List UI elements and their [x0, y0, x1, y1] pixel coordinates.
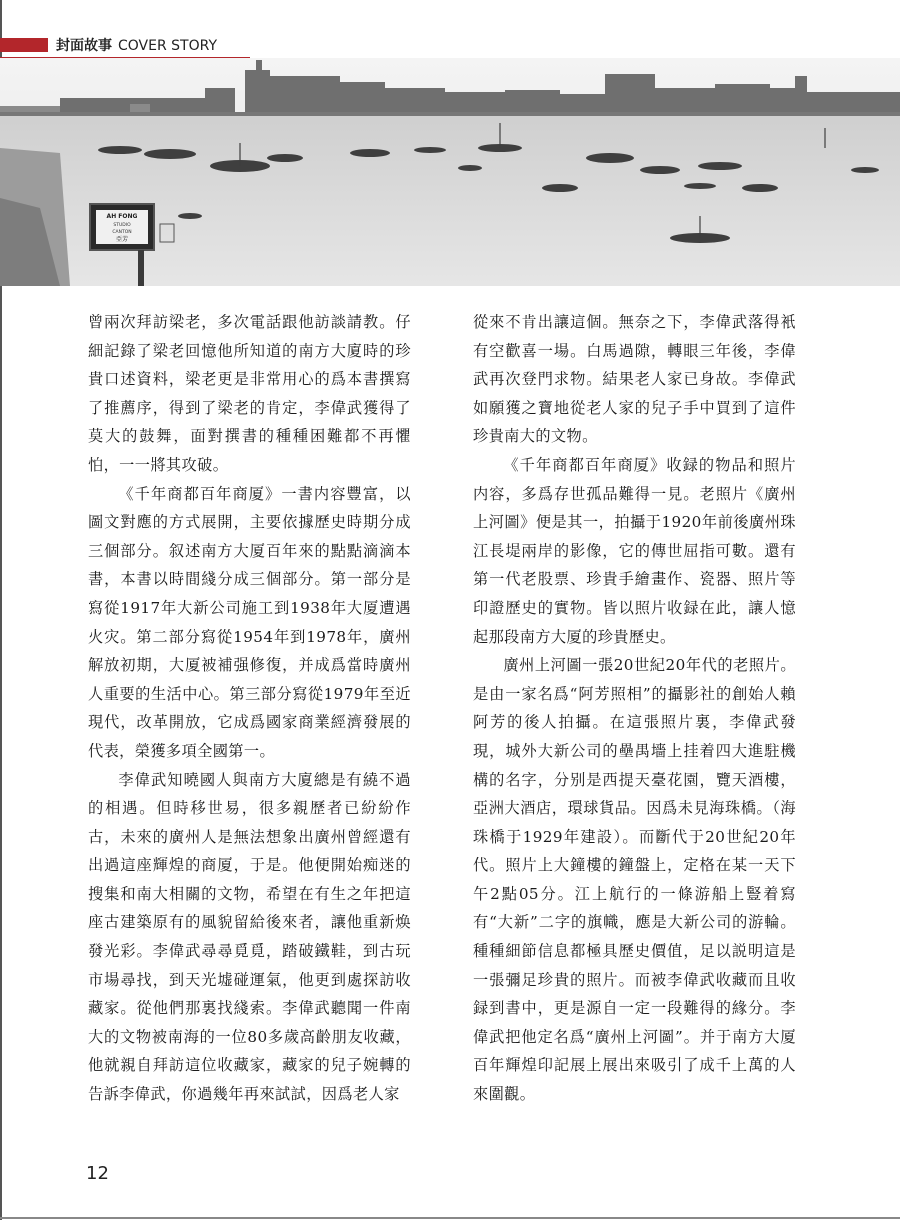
header-title [56, 35, 217, 55]
left-paragraph-2: 《千年商都百年商厦》一書内容豐富，以圖文對應的方式展開，主要依據歷史時期分成三個部分。叙述南方大厦百年來的點點滴滴本書，本書以時間綫分成三個部分。第一部分是寫從1917年大新公司施工到1938年大厦遭遇火灾。第二部分寫從1954年到1978年，廣州解放初期，大厦被補强修復，并成爲當時廣州人重要的生活中心。第三部分寫從1979年至近現代，改革開放，它成爲國家商業經濟發展的代表，榮獲多項全國第一。 [88, 484, 411, 760]
sign-line-2: STUDIO [113, 223, 131, 228]
section-header [0, 30, 250, 58]
right-paragraph-1: 從來不肯出讓這個。無奈之下，李偉武落得衹有空歡喜一場。白馬過隙，轉眼三年後，李偉武再次登門求物。結果老人家已身故。李偉武如願獲之寶地從老人家的兒子手中買到了這件珍貴南大的文物。 [473, 313, 796, 446]
page-number: 12 [86, 1163, 109, 1184]
left-paragraph-1: 曾兩次拜訪梁老，多次電話跟他訪談請教。仔細記錄了梁老回憶他所知道的南方大廈時的珍貴口述資料，梁老更是非常用心的爲本書撰寫了推薦序，得到了梁老的肯定，李偉武獲得了莫大的鼓舞，面對撰書的種種困難都不再懼怕，一一將其攻破。 [88, 313, 411, 474]
historic-panorama-photo [0, 58, 900, 286]
sign-zh: 亞芳 [115, 236, 129, 243]
left-text-column [88, 308, 411, 1109]
left-paragraph-3: 李偉武知曉國人與南方大廈總是有繞不過的相遇。但時移世易，很多親歷者已紛紛作古，未來的廣州人是無法想象出廣州曾經還有出過這座輝煌的商厦，于是。他便開始痴迷的搜集和南大相關的文物，希望在有生之年把這座古建築原有的風貌留給後來者，讓他重新焕發光彩。李偉武尋尋覓覓，踏破鐵鞋，到古玩市場尋找，到天光墟碰運氣，他更到處探訪收藏家。從他們那裏找綫索。李偉武聽聞一件南大的文物被南海的一位80多歲高齡朋友收藏，他就親自拜訪這位收藏家，藏家的兒子婉轉的告訴李偉武，你過幾年再來試試，因爲老人家 [88, 770, 411, 1104]
header-red-block [0, 38, 48, 52]
sign-line-1: AH FONG [106, 213, 138, 220]
sign-line-3: CANTON [112, 230, 132, 235]
right-text-column [473, 308, 796, 1109]
right-paragraph-3: 廣州上河圖一張20世紀20年代的老照片。是由一家名爲“阿芳照相”的攝影社的創始人賴阿芳的後人拍攝。在這張照片裏，李偉武發現，城外大新公司的壘禺墻上挂着四大進駐機構的名字，分别是西提天臺花園，覽天酒樓，亞洲大酒店，環球貨品。因爲未見海珠橋。（海珠橋于1929年建設）。而斷代于20世紀20年代。照片上大鐘樓的鐘盤上，定格在某一天下午2點05分。江上航行的一條游船上豎着寫有“大新”二字的旗幟，應是大新公司的游輪。種種細節信息都極具歷史價值，足以説明這是一張彌足珍貴的照片。而被李偉武收藏而且收録到書中，更是源自一定一段難得的緣分。李偉武把他定名爲“廣州上河圖”。并于南方大厦百年輝煌印記展上展出來吸引了成千上萬的人來圍觀。 [473, 656, 796, 1104]
header-title-zh: 封面故事 [56, 38, 112, 54]
bottom-rule [0, 1217, 900, 1219]
header-title-en: COVER STORY [118, 38, 217, 54]
right-paragraph-2: 《千年商都百年商厦》收録的物品和照片内容，多爲存世孤品難得一見。老照片《廣州上河圖》便是其一，拍攝于1920年前後廣州珠江長堤兩岸的影像，它的傳世屈指可數。還有第一代老股票、珍貴手繪畫作、瓷器、照片等印證歷史的實物。皆以照片收録在此，讓人憶起那段南方大厦的珍貴歷史。 [473, 455, 796, 646]
